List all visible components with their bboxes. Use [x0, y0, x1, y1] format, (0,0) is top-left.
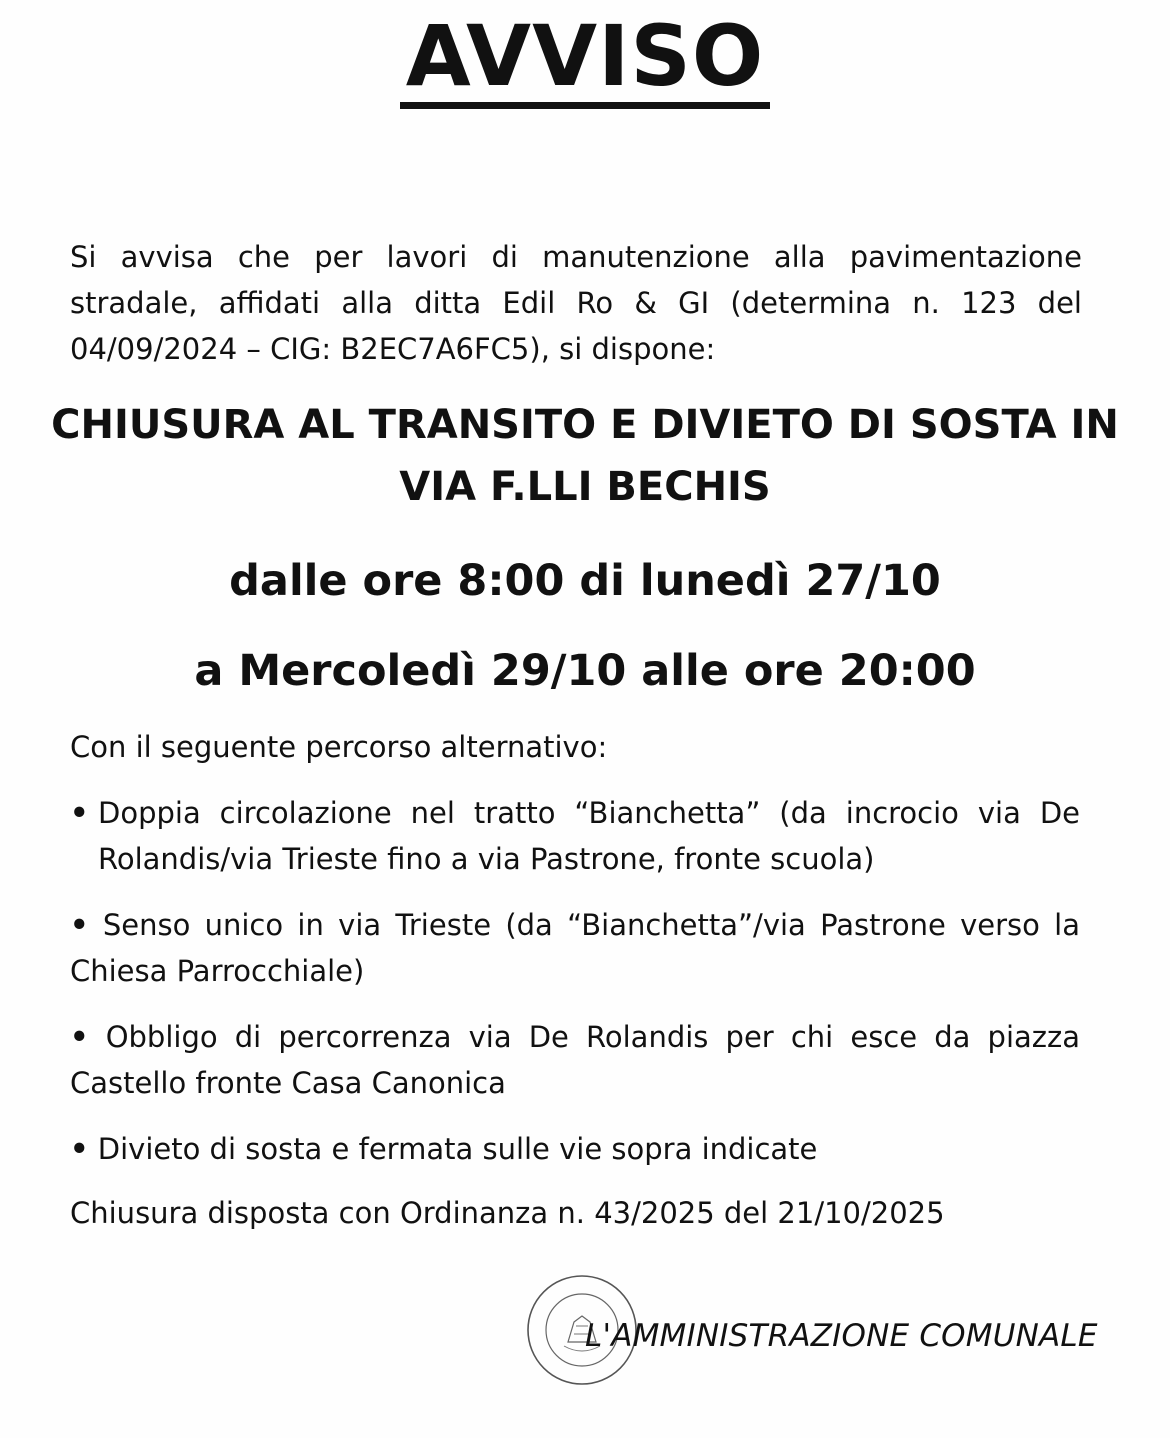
list-item-text: Obbligo di percorrenza via De Rolandis per chi esce da piazza Castello fronte Casa Canonica: [70, 1020, 1080, 1100]
bullet-icon: •: [70, 1020, 89, 1054]
closure-end-time: a Mercoledì 29/10 alle ore 20:00: [194, 646, 976, 696]
closure-start-time: dalle ore 8:00 di lunedì 27/10: [229, 556, 941, 606]
alternative-route-intro: Con il seguente percorso alternativo:: [70, 730, 608, 764]
page-title: [0, 6, 1170, 109]
title-text: AVVISO: [400, 10, 771, 109]
signature-line: L'AMMINISTRAZIONE COMUNALE: [585, 1318, 1098, 1354]
intro-paragraph: Si avvisa che per lavori di manutenzione alla pavimentazione stradale, affidati alla ditta Edil Ro & GI (determina n. 123 del 04/09/2024 – CIG: B2EC7A6FC5), si dispone:: [70, 240, 1082, 366]
list-item: [70, 1126, 1080, 1172]
bullet-icon: •: [70, 1132, 89, 1166]
list-item-text: Divieto di sosta e fermata sulle vie sopra indicate: [97, 1132, 818, 1166]
list-item: [70, 1014, 1080, 1106]
closure-headline: CHIUSURA AL TRANSITO E DIVIETO DI SOSTA IN VIA F.LLI BECHIS: [51, 402, 1119, 510]
ordinance-reference: Chiusura disposta con Ordinanza n. 43/2025 del 21/10/2025: [70, 1196, 945, 1230]
bullet-icon: •: [70, 908, 89, 942]
bullet-icon: •: [70, 796, 89, 830]
list-item: [70, 902, 1080, 994]
list-item-text: Senso unico in via Trieste (da “Bianchetta”/via Pastrone verso la Chiesa Parrocchiale): [70, 908, 1080, 988]
list-item: [70, 790, 1080, 882]
list-item-text: Doppia circolazione nel tratto “Bianchetta” (da incrocio via De Rolandis/via Trieste fino a via Pastrone, fronte scuola): [98, 796, 1080, 876]
